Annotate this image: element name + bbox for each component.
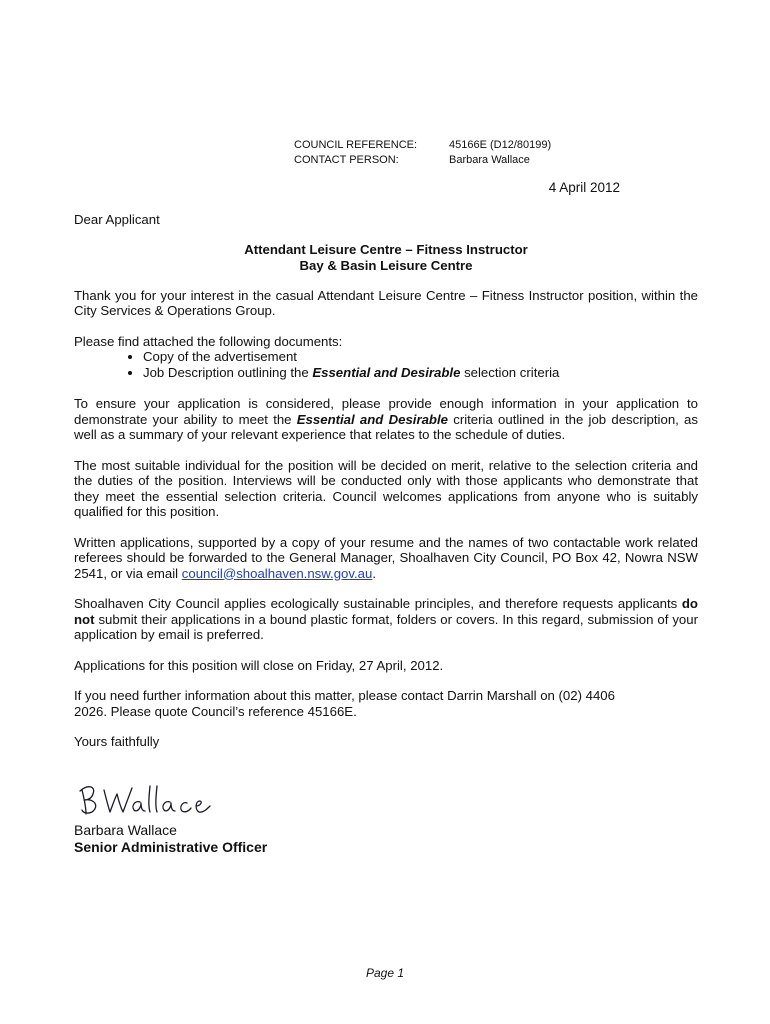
salutation: Dear Applicant	[74, 212, 160, 227]
sustainability-text-end: submit their applications in a bound plastic format, folders or covers. In this regard, submission of your application by email is preferred.	[74, 611, 698, 642]
contact-line-2: 2026. Please quote Council’s reference 45166E.	[74, 703, 357, 719]
attachment-item-advertisement: • Copy of the advertisement	[143, 349, 698, 365]
contact-line-1: If you need further information about this matter, please contact Darrin Marshall on (02) 4406	[74, 688, 615, 703]
paragraph-selection: The most suitable individual for the position will be decided on merit, relative to the selection criteria and the duties of the position. Interviews will be conducted only with those applicants who demonstrate that they meet the essential selection criteria. Council welcomes applications from anyone who is suitably qualified for this position.	[74, 457, 698, 519]
signer-name: Barbara Wallace	[74, 821, 177, 838]
guidance-text-end: criteria outlined in the job description, as well as a summary of your relevant experience that relates to the schedule of duties.	[74, 411, 698, 442]
subject-line-1: Attendant Leisure Centre – Fitness Instructor	[244, 241, 528, 257]
sustainability-emphasis: do not	[74, 596, 698, 627]
attachment-item-job-description	[143, 365, 698, 381]
attachment-item-emphasis: Essential and Desirable	[312, 365, 461, 380]
contact-person-row	[294, 153, 551, 168]
attachment-item-text: Job Description outlining the	[143, 365, 313, 380]
submission-text-end: .	[372, 565, 376, 581]
attachment-item-text-end: selection criteria	[460, 365, 560, 380]
signature-drawing	[74, 776, 214, 820]
signature-image	[74, 776, 698, 816]
closing-phrase: Yours faithfully	[74, 734, 160, 749]
council-reference-label: COUNCIL REFERENCE:	[294, 139, 418, 151]
paragraph-contact	[74, 688, 698, 719]
paragraph-interest: Thank you for your interest in the casual Attendant Leisure Centre – Fitness Instructor position, within the City Services & Operations Group.	[74, 287, 698, 318]
contact-person-label: CONTACT PERSON:	[294, 154, 399, 166]
guidance-emphasis: Essential and Desirable	[296, 411, 448, 427]
signer-title: Senior Administrative Officer	[74, 838, 268, 855]
paragraph-application-guidance	[74, 396, 698, 443]
council-reference-value: 45166E (D12/80199)	[449, 139, 552, 151]
page-number: Page 1	[365, 966, 405, 980]
letter-body	[74, 212, 698, 856]
paragraph-sustainability	[74, 596, 698, 643]
contact-person-value: Barbara Wallace	[449, 154, 530, 166]
council-reference-row	[294, 138, 551, 153]
sustainability-text: Shoalhaven City Council applies ecologically sustainable principles, and therefore requests applicants	[74, 596, 682, 611]
attachments-list	[74, 349, 698, 381]
letter-date: 4 April 2012	[548, 180, 620, 195]
submission-text: Written applications, supported by a copy of your resume and the names of two contactable work related referees should be forwarded to the General Manager, Shoalhaven City Council, PO Box 42, Nowra NSW 2541, or via email	[74, 534, 698, 581]
paragraph-closing-date: Applications for this position will close on Friday, 27 April, 2012.	[74, 657, 444, 673]
guidance-text: To ensure your application is considered, please provide enough information in your application to demonstrate your ability to meet the	[74, 396, 698, 427]
subject-line-2: Bay & Basin Leisure Centre	[299, 257, 473, 273]
email-link[interactable]: council@shoalhaven.nsw.gov.au	[181, 565, 373, 581]
reference-block	[294, 138, 551, 168]
paragraph-submission	[74, 535, 698, 582]
subject-heading	[74, 242, 698, 274]
paragraph-attachments-intro: Please find attached the following documents:	[74, 333, 343, 349]
